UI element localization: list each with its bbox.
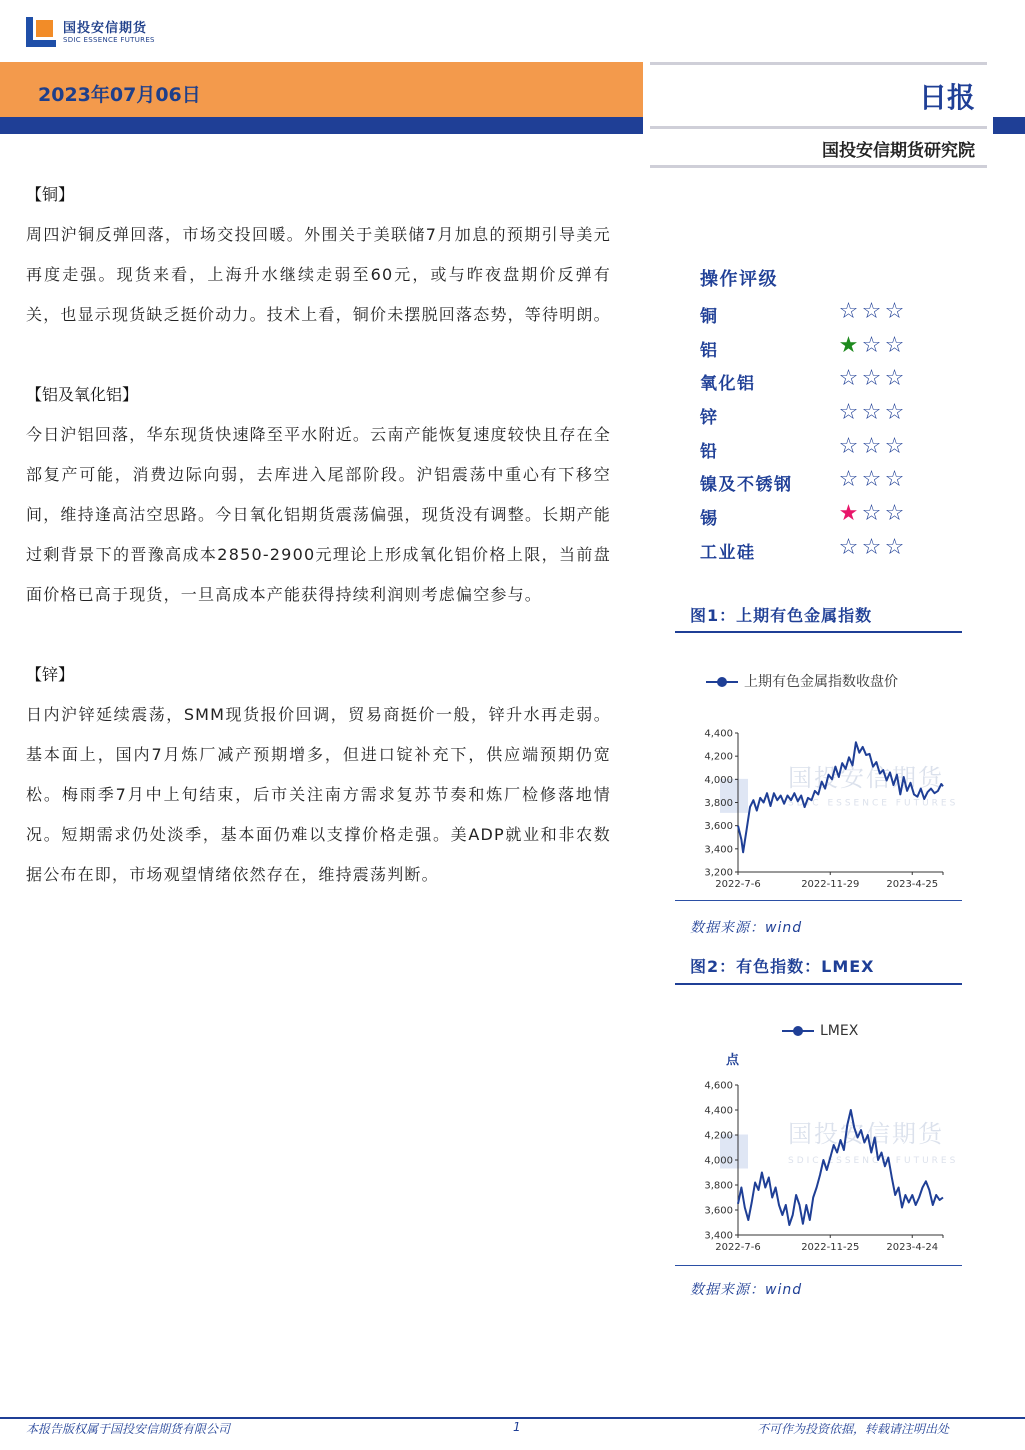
section-paragraph: 周四沪铜反弹回落，市场交投回暖。外围关于美联储7月加息的预期引导美元再度走强。现货来看，上海升水继续走弱至60元，或与昨夜盘期价反弹有关，也显示现货缺乏挺价动力。技术上看，铜价未摆脱回落态势，等待明朗。 (26, 225, 611, 324)
rating-stars (837, 298, 906, 326)
y-tick-label: 3,600 (704, 821, 733, 833)
figure2-rule (675, 983, 962, 985)
legend-line-marker-icon (706, 676, 738, 688)
y-tick-label: 4,200 (704, 751, 733, 763)
section-aluminium (26, 375, 611, 615)
rating-stars (837, 365, 906, 393)
rating-stars (837, 433, 906, 461)
footer-disclaimer: 不可作为投资依据，转载请注明出处 (757, 1422, 950, 1436)
star-outline-icon: ☆ (861, 433, 882, 459)
rating-row (700, 500, 960, 534)
x-tick-label: 2022-11-29 (801, 879, 860, 890)
section-paragraph: 今日沪铝回落，华东现货快速降至平水附近。云南产能恢复速度较快且存在全部复产可能，消费边际向弱，去库进入尾部阶段。沪铝震荡中重心有下移空间，维持逢高沽空思路。今日氧化铝期货震荡偏强，现货没有调整。长期产能过剩背景下的晋豫高成本2850-2900元理论上形成氧化铝价格上限，当前盘面价格已高于现货，一旦高成本产能获得持续利润则考虑偏空参与。 (26, 425, 611, 604)
figure2-chart (690, 1075, 960, 1265)
header-rule-top (650, 62, 987, 65)
y-tick-label: 4,000 (704, 774, 733, 786)
star-outline-icon: ☆ (838, 366, 859, 392)
header-blue-band-right (993, 117, 1025, 134)
x-tick-label: 2023-4-25 (886, 879, 939, 890)
watermark-subtext: SDIC ESSENCE FUTURES (788, 1156, 959, 1166)
y-tick-label: 4,000 (704, 1155, 733, 1167)
star-filled-icon: ★ (838, 332, 859, 358)
logo-en-text: SDIC ESSENCE FUTURES (63, 36, 155, 44)
rating-stars (837, 399, 906, 427)
rating-stars (837, 466, 906, 494)
star-outline-icon: ☆ (838, 400, 859, 426)
x-tick-label: 2022-11-25 (801, 1242, 860, 1253)
star-outline-icon: ☆ (861, 366, 882, 392)
logo-mark-icon (26, 17, 56, 47)
rating-stars (837, 332, 906, 360)
rating-stars (837, 500, 906, 528)
y-tick-label: 3,200 (704, 867, 733, 879)
legend-line-marker-icon (782, 1025, 814, 1037)
section-title: 【铝及氧化铝】 (26, 385, 139, 404)
ratings-title: 操作评级 (700, 269, 778, 290)
figure1-bottom-rule (675, 900, 962, 901)
figure1-source: 数据来源：wind (690, 920, 803, 936)
rating-row (700, 298, 960, 332)
watermark-text: 国投安信期货 (788, 763, 944, 792)
rating-commodity-name: 铜 (700, 307, 719, 327)
rating-commodity-name: 锡 (700, 509, 719, 530)
y-tick-label: 4,200 (704, 1130, 733, 1142)
institute-name: 国投安信期货研究院 (822, 141, 975, 161)
legend-label: 上期有色金属指数收盘价 (744, 674, 898, 690)
star-outline-icon: ☆ (884, 467, 905, 493)
figure1-rule (675, 631, 962, 633)
x-tick-label: 2022-7-6 (715, 1242, 761, 1253)
star-outline-icon: ☆ (884, 501, 905, 527)
figure2-unit-label: 点 (726, 1053, 740, 1068)
section-copper (26, 175, 611, 335)
y-tick-label: 3,600 (704, 1205, 733, 1217)
star-outline-icon: ☆ (861, 534, 882, 560)
watermark-subtext: SDIC ESSENCE FUTURES (788, 798, 959, 809)
rating-commodity-name: 工业硅 (700, 542, 756, 563)
report-type-title: 日报 (918, 81, 975, 114)
y-tick-label: 3,800 (704, 1180, 733, 1192)
rating-commodity-name: 氧化铝 (700, 374, 756, 395)
header-rule-bottom (650, 165, 987, 168)
star-outline-icon: ☆ (861, 332, 882, 358)
star-filled-icon: ★ (838, 501, 859, 527)
figure2-title: 图2：有色指数：LMEX (690, 957, 875, 976)
report-date: 2023年07月06日 (38, 84, 201, 106)
operation-ratings (700, 266, 960, 568)
figure2-bottom-rule (675, 1265, 962, 1266)
rating-row (700, 433, 960, 467)
rating-row (700, 534, 960, 568)
footer-rule (0, 1417, 1025, 1419)
footer-page-number: 1 (513, 1420, 521, 1434)
figure2-source: 数据来源：wind (690, 1282, 803, 1298)
figure1-legend (706, 671, 898, 691)
y-tick-label: 4,400 (704, 728, 733, 740)
star-outline-icon: ☆ (861, 400, 882, 426)
star-outline-icon: ☆ (838, 433, 859, 459)
footer-copyright: 本报告版权属于国投安信期货有限公司 (26, 1422, 231, 1436)
rating-row (700, 365, 960, 399)
section-title: 【锌】 (26, 665, 75, 684)
figure1-chart (690, 725, 960, 900)
star-outline-icon: ☆ (838, 467, 859, 493)
rating-row (700, 399, 960, 433)
header-rule-middle (650, 126, 987, 129)
company-logo (26, 15, 166, 51)
rating-commodity-name: 镍及不锈钢 (700, 475, 793, 496)
section-paragraph: 日内沪锌延续震荡，SMM现货报价回调，贸易商挺价一般，锌升水再走弱。基本面上，国内7月炼厂减产预期增多，但进口锭补充下，供应端预期仍宽松。梅雨季7月中上旬结束，后市关注南方需求复苏节奏和炼厂检修落地情况。短期需求仍处淡季，基本面仍难以支撑价格走强。美ADP就业和非农数据公布在即，市场观望情绪依然存在，维持震荡判断。 (26, 705, 611, 884)
y-tick-label: 4,400 (704, 1105, 733, 1117)
rating-commodity-name: 铅 (700, 441, 719, 462)
star-outline-icon: ☆ (884, 534, 905, 560)
star-outline-icon: ☆ (884, 299, 905, 324)
rating-row (700, 332, 960, 366)
watermark-text: 国投安信期货 (788, 1120, 944, 1148)
star-outline-icon: ☆ (861, 467, 882, 493)
rating-row (700, 466, 960, 500)
header-blue-band (0, 117, 643, 134)
rating-commodity-name: 锌 (700, 408, 719, 429)
x-tick-label: 2022-7-6 (715, 879, 761, 890)
logo-cn-text: 国投安信期货 (63, 21, 148, 36)
legend-label: LMEX (820, 1023, 859, 1039)
figure1-title: 图1：上期有色金属指数 (690, 606, 873, 625)
y-tick-label: 4,600 (704, 1080, 733, 1092)
y-tick-label: 3,400 (704, 1230, 733, 1242)
rating-stars (837, 534, 906, 562)
star-outline-icon: ☆ (838, 534, 859, 560)
article-body (26, 175, 611, 935)
section-title: 【铜】 (26, 185, 75, 204)
star-outline-icon: ☆ (884, 366, 905, 392)
star-outline-icon: ☆ (884, 332, 905, 358)
star-outline-icon: ☆ (838, 299, 859, 324)
star-outline-icon: ☆ (884, 433, 905, 459)
star-outline-icon: ☆ (861, 299, 882, 324)
star-outline-icon: ☆ (884, 400, 905, 426)
section-zinc (26, 655, 611, 895)
star-outline-icon: ☆ (861, 501, 882, 527)
rating-commodity-name: 铝 (700, 340, 719, 361)
x-tick-label: 2023-4-24 (886, 1242, 939, 1253)
figure2-legend (782, 1023, 858, 1039)
y-tick-label: 3,400 (704, 844, 733, 856)
y-tick-label: 3,800 (704, 798, 733, 809)
